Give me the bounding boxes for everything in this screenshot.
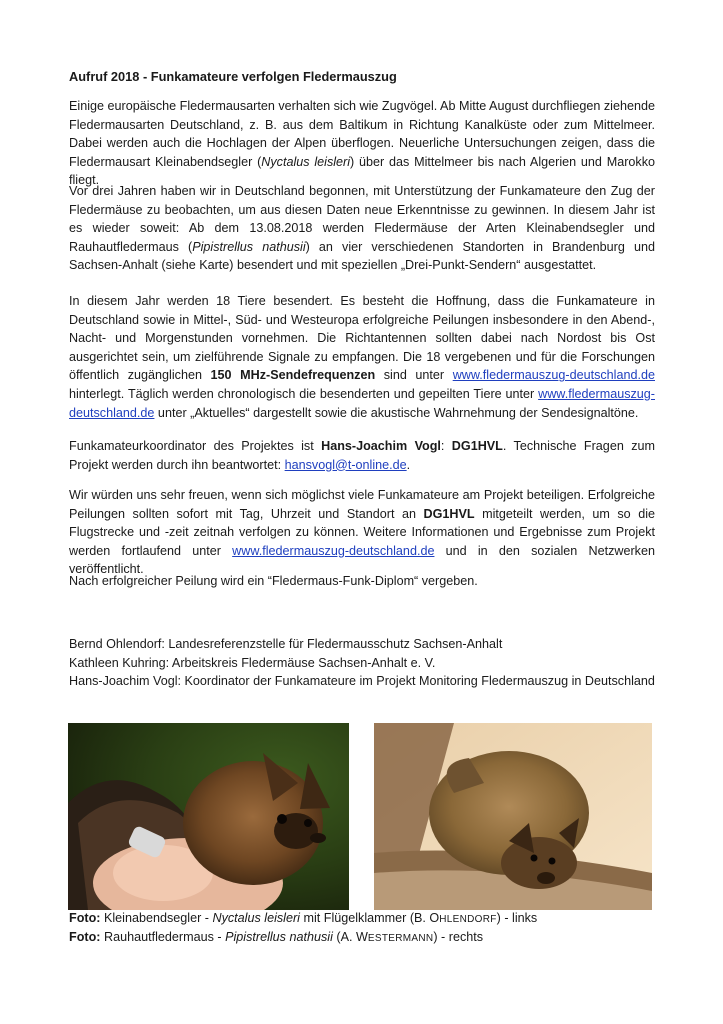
text: ) - links bbox=[496, 911, 538, 925]
credit-line: Kathleen Kuhring: Arbeitskreis Fledermäuse Sachsen-Anhalt e. V. bbox=[69, 655, 436, 670]
text: . Technische Fragen zum Projekt werden durch ihn beantwortet: bbox=[69, 439, 655, 472]
text: (A. W bbox=[332, 929, 368, 944]
text: und in den sozialen Netzwerken veröffentlicht. bbox=[69, 543, 655, 577]
species-name: Nyctalus leisleri bbox=[212, 911, 300, 925]
text: mit Flügelklammer (B. O bbox=[299, 911, 440, 925]
text: In diesem Jahr werden 18 Tiere besendert. Es besteht die Hoffnung, dass die Funkamateure in Deutschland sowie in Mittel-, Süd- und Westeuropa erfolgreiche Peilungen insbesondere in den Abend-, Nacht- und Morgenstunden vornehmen. Die Richtantennen sollten dabei nach Nordost bis Ost ausgerichtet sein, um zielführende Signale zu empfangen. Die 18 vergebenen und für die Forschungen öffentlich zugänglichen bbox=[69, 294, 655, 383]
text: ) - rechts bbox=[433, 929, 484, 944]
text: hinterlegt. Täglich werden chronologisch die besenderten und gepeilten Tiere unter bbox=[69, 386, 539, 401]
text: Funkamateurkoordinator des Projektes ist bbox=[69, 439, 322, 453]
credit-line: Hans-Joachim Vogl: Koordinator der Funkamateure im Projekt Monitoring Fledermauszug in Deutschland bbox=[69, 674, 655, 689]
text: Rauhautfledermaus - bbox=[100, 929, 226, 944]
text: sind unter bbox=[375, 368, 453, 383]
text: : bbox=[440, 439, 452, 453]
document-title: Aufruf 2018 - Funkamateure verfolgen Fledermauszug bbox=[69, 69, 397, 84]
callsign: DG1HVL bbox=[451, 439, 503, 453]
text: Einige europäische Fledermausarten verhalten sich wie Zugvögel. Ab Mitte August durchfliegen ziehende Fledermausarten Deutschland, z. B. aus dem Baltikum in Richtung Kanalküste oder zum Mittelmeer. Dabei werden auch die Hochlagen der Alpen überflogen. Neuerliche Untersuchungen zeigen, dass die Fledermausart Kleinabendsegler ( bbox=[69, 99, 655, 169]
paragraph-participation bbox=[69, 486, 655, 579]
caption-label: Foto: bbox=[69, 929, 101, 944]
paragraph-diploma: Nach erfolgreicher Peilung wird ein “Fledermaus-Funk-Diplom“ vergeben. bbox=[69, 574, 478, 588]
small-caps-text: ESTERMANN bbox=[367, 932, 434, 944]
coordinator-name: Hans-Joachim Vogl bbox=[321, 439, 441, 453]
text: Vor drei Jahren haben wir in Deutschland begonnen, mit Unterstützung der Funkamateure den Zug der Fledermäuse zu beobachten, um aus diesen Daten neue Erkenntnisse zu gewinnen. In diesem Jahr ist es wieder soweit: Ab dem 13.08.2018 werden Fledermäuse der Arten Kleinabendsegler und Rauhautfledermaus ( bbox=[69, 184, 655, 254]
bat-image-left bbox=[68, 723, 349, 910]
photo-captions bbox=[69, 909, 669, 946]
bat-photo-right bbox=[374, 723, 652, 910]
paragraph-tracking bbox=[69, 292, 655, 422]
text: ) über das Mittelmeer bis nach Algerien und Marokko fliegt. bbox=[69, 154, 655, 188]
callsign: DG1HVL bbox=[423, 506, 475, 521]
author-credits bbox=[69, 635, 669, 691]
website-link[interactable]: www.fledermauszug-deutschland.de bbox=[232, 543, 435, 558]
text: ) an vier verschiedenen Standorten in Brandenburg und Sachsen-Anhalt (siehe Karte) besendert und mit speziellen „Drei-Punkt-Sendern“ ausgestattet. bbox=[69, 239, 655, 273]
text: . bbox=[406, 457, 411, 472]
caption-label: Foto: bbox=[69, 911, 101, 925]
text: Kleinabendsegler - bbox=[100, 911, 213, 925]
bat-image-right bbox=[374, 723, 652, 910]
caption-left bbox=[69, 909, 669, 928]
frequencies-highlight: 150 MHz-Sendefrequenzen bbox=[210, 368, 376, 383]
species-name: Nyctalus leisleri bbox=[261, 154, 351, 169]
caption-right bbox=[69, 928, 669, 947]
credit-line: Bernd Ohlendorf: Landesreferenzstelle für Fledermausschutz Sachsen-Anhalt bbox=[69, 637, 503, 651]
text: mitgeteilt werden, um so die Flugstrecke und -zeit zeitnah verfolgen zu können. Weitere Informationen und Ergebnisse zum Projekt werden fortlaufend unter bbox=[69, 506, 655, 558]
text: Wir würden uns sehr freuen, wenn sich möglichst viele Funkamateure am Projekt beteiligen. Erfolgreiche Peilungen sollten sofort mit Tag, Uhrzeit und Standort an bbox=[69, 488, 655, 521]
species-name: Pipistrellus nathusii bbox=[192, 239, 306, 254]
paragraph-project bbox=[69, 182, 655, 275]
bat-photo-left bbox=[68, 723, 349, 910]
text: unter „Aktuelles“ dargestellt sowie die akustische Wahrnehmung der Sendesignaltöne. bbox=[154, 405, 639, 420]
paragraph-intro bbox=[69, 97, 655, 190]
species-name: Pipistrellus nathusii bbox=[225, 929, 333, 944]
small-caps-text: HLENDORF bbox=[439, 914, 497, 925]
website-link[interactable]: www.fledermauszug-deutschland.de bbox=[452, 368, 655, 383]
website-link[interactable]: www.fledermauszug-deutschland.de bbox=[69, 386, 655, 420]
paragraph-coordinator bbox=[69, 437, 655, 474]
email-link[interactable]: hansvogl@t-online.de bbox=[284, 457, 407, 472]
